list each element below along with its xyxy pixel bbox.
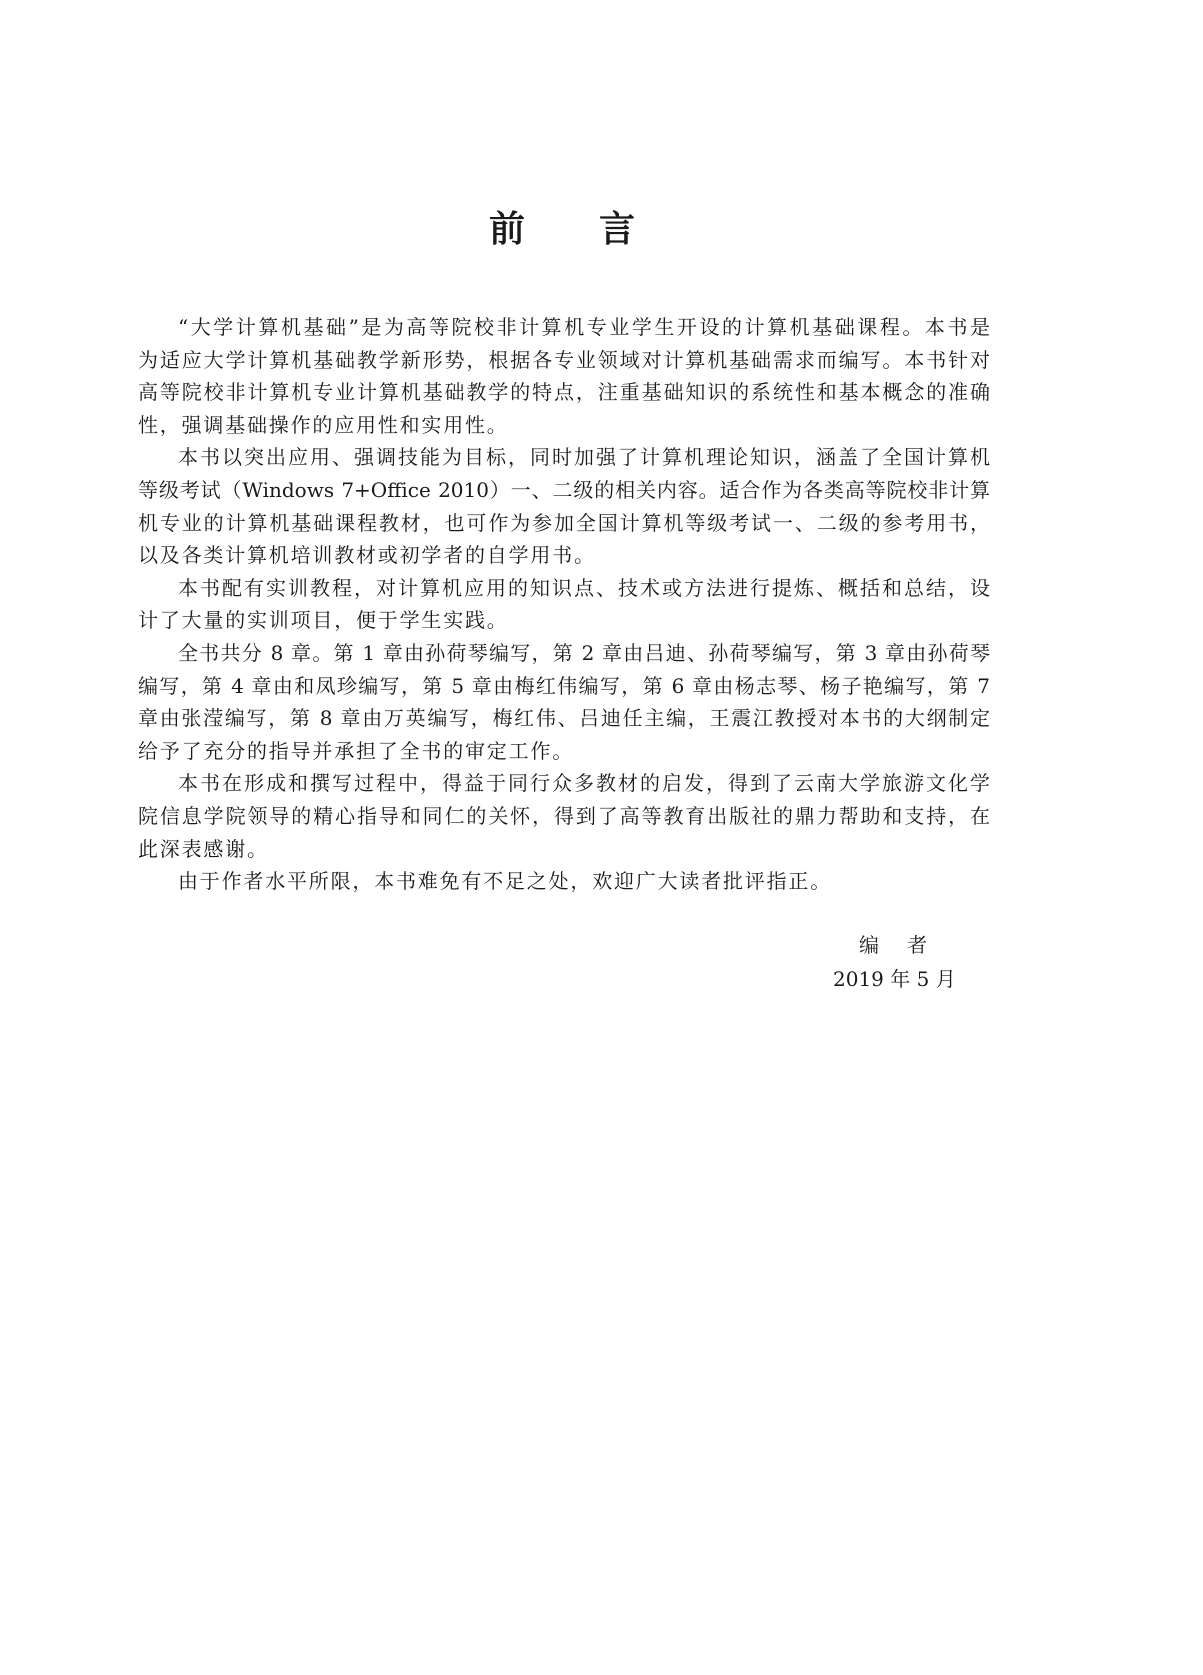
- text-line: 全书共分 8 章。第 1 章由孙荷琴编写，第 2 章由吕迪、孙荷琴编写，第 3 章由孙荷琴: [178, 640, 990, 665]
- text-line: 高等院校非计算机专业计算机基础教学的特点，注重基础知识的系统性和基本概念的准确: [138, 380, 990, 405]
- paragraph-chapter-authors: [138, 637, 990, 767]
- text-line: 以及各类计算机培训教材或初学者的自学用书。: [138, 543, 596, 568]
- text-line: 性，强调基础操作的应用性和实用性。: [138, 412, 509, 437]
- page-title: 前 言: [489, 209, 655, 250]
- paragraph-course-intro: [138, 311, 990, 441]
- text-line: 编写，第 4 章由和凤珍编写，第 5 章由梅红伟编写，第 6 章由杨志琴、杨子艳编写，第 7: [138, 673, 990, 698]
- paragraph-closing: [138, 865, 990, 898]
- paragraph-acknowledgements: [138, 767, 990, 865]
- text-line: 本书在形成和撰写过程中，得益于同行众多教材的启发，得到了云南大学旅游文化学: [178, 771, 990, 796]
- text-line: 本书以突出应用、强调技能为目标，同时加强了计算机理论知识，涵盖了全国计算机: [178, 445, 990, 470]
- text-line: 院信息学院领导的精心指导和同仁的关怀，得到了高等教育出版社的鼎力帮助和支持，在: [138, 803, 990, 828]
- signature-date: 2019 年 5 月: [833, 967, 956, 991]
- text-line: “大学计算机基础”是为高等院校非计算机专业学生开设的计算机基础课程。本书是: [178, 315, 990, 339]
- text-line: 为适应大学计算机基础教学新形势，根据各专业领域对计算机基础需求而编写。本书针对: [138, 347, 990, 372]
- text-line: 计了大量的实训项目，便于学生实践。: [138, 608, 509, 633]
- text-line: 章由张滢编写，第 8 章由万英编写，梅红伟、吕迪任主编，王震江教授对本书的大纲制定: [138, 706, 990, 731]
- paragraph-book-goals: [138, 441, 990, 571]
- text-line: 等级考试（Windows 7+Office 2010）一、二级的相关内容。适合作为各类高等院校非计算: [138, 477, 990, 502]
- preface-body: [138, 311, 990, 898]
- signature-author: 编 者: [859, 933, 931, 957]
- text-line: 给予了充分的指导并承担了全书的审定工作。: [138, 738, 574, 763]
- paragraph-training-course: [138, 572, 990, 637]
- text-line: 由于作者水平所限，本书难免有不足之处，欢迎广大读者批评指正。: [178, 869, 832, 894]
- text-line: 本书配有实训教程，对计算机应用的知识点、技术或方法进行提炼、概括和总结，设: [178, 575, 990, 600]
- text-line: 此深表感谢。: [138, 836, 269, 861]
- text-line: 机专业的计算机基础课程教材，也可作为参加全国计算机等级考试一、二级的参考用书，: [138, 510, 990, 535]
